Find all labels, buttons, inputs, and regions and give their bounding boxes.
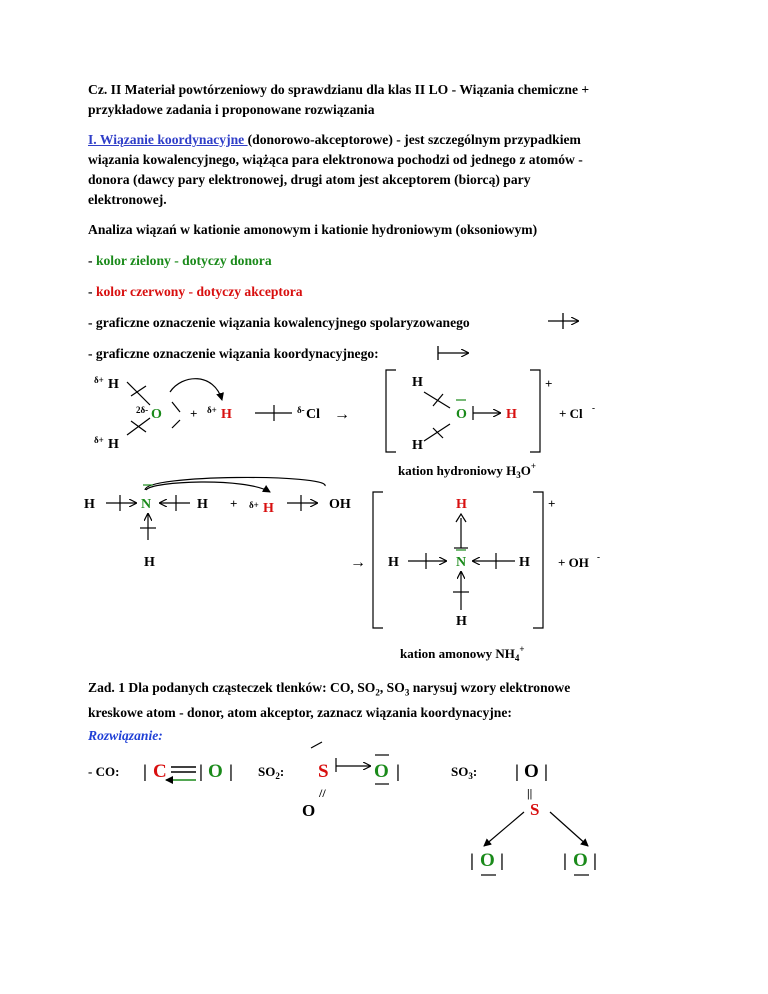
coordinate-bond-symbol <box>438 346 468 360</box>
atom-h-acceptor: H <box>456 497 467 512</box>
atom-s: S <box>318 761 329 782</box>
atom-o: O <box>480 850 495 871</box>
atom-n-donor: N <box>141 497 152 512</box>
analysis-heading: Analiza wiązań w kationie amonowym i kationie hydroniowym (oksoniowym) <box>88 222 538 237</box>
charge-minus: - <box>597 552 600 562</box>
atom-o: O <box>524 761 539 782</box>
co-label: - CO: <box>88 764 120 779</box>
hydronium-label: kation hydroniowy $H_3O^+$ <box>398 461 537 480</box>
legend-coordinate: - graficzne oznaczenie wiązania koordynacyjnego: <box>88 346 379 361</box>
double-bond: // <box>319 786 326 800</box>
lone-pair-bar: | <box>199 761 203 781</box>
task1-text: Zad. 1 Dla podanych cząsteczek tlenków: CO, $SO_2$, $SO_3$ narysuj wzory elektronowe kreskowe atom - donor, atom akceptor, zaznacz wiązania koordynacyjne: <box>88 680 571 720</box>
atom-o-donor: O <box>208 761 223 782</box>
so2-structure <box>258 742 400 820</box>
lone-pair-bar: | <box>396 761 400 781</box>
atom-s: S <box>530 800 540 819</box>
atom-h: H <box>84 497 95 512</box>
plus-sign: + <box>230 496 238 511</box>
so2-label: $SO_2$: <box>258 764 285 781</box>
ammonia-water-reaction <box>84 477 351 570</box>
atom-n: N <box>456 555 467 570</box>
reaction-arrow: → <box>334 406 350 423</box>
delta-plus: δ+ <box>207 405 217 415</box>
atom-h: H <box>412 438 423 453</box>
lone-pair-bar: | <box>143 761 147 781</box>
atom-o: O <box>573 850 588 871</box>
plus-sign: + <box>190 406 198 421</box>
hydronium-cation <box>386 370 595 480</box>
charge-plus: + <box>545 376 553 391</box>
page-title: Cz. II Materiał powtórzeniowy do sprawdzianu dla klas II LO - Wiązania chemiczne + przykładowe zadania i proponowane rozwiązania <box>88 82 590 117</box>
charge-minus: - <box>592 403 595 413</box>
section-link[interactable]: I. Wiązanie koordynacyjne <box>88 132 248 147</box>
lone-pair-bar: | <box>544 761 548 781</box>
lone-pair-bar: | <box>563 850 567 870</box>
atom-c: C <box>153 761 167 782</box>
atom-h-acceptor: H <box>221 407 232 422</box>
covalent-bond-symbol <box>548 313 578 329</box>
atom-h: H <box>144 555 155 570</box>
atom-h: H <box>456 614 467 629</box>
hydroxide-ion: + OH <box>558 555 589 570</box>
atom-h: H <box>197 497 208 512</box>
legend-covalent: - graficzne oznaczenie wiązania kowalencyjnego spolaryzowanego <box>88 315 470 330</box>
charge-plus: + <box>548 496 556 511</box>
lone-pair-bar: | <box>515 761 519 781</box>
so3-structure <box>451 761 597 875</box>
hydroxyl-group: OH <box>329 497 351 512</box>
legend-red: - kolor czerwony - dotyczy akceptora <box>88 284 303 299</box>
atom-h: H <box>412 375 423 390</box>
legend-green: - kolor zielony - dotyczy donora <box>88 253 272 268</box>
atom-o: O <box>374 761 389 782</box>
definition-paragraph: I. Wiązanie koordynacyjne (donorowo-akceptorowe) - jest szczególnym przypadkiem wiązania kowalencyjnego, wiążąca para elektronowa pochodzi od jednego z atomów - donora (dawcy pary elektronowej, drugi atom jest akceptorem (biorcą) pary elektronowej. <box>88 132 583 207</box>
lone-pair-bar: | <box>229 761 233 781</box>
so3-label: $SO_3$: <box>451 764 478 781</box>
delta-minus: δ- <box>297 405 305 415</box>
atom-h: H <box>519 555 530 570</box>
lone-pair-bar: | <box>470 850 474 870</box>
delta-plus: δ+ <box>94 435 104 445</box>
atom-o-donor: O <box>151 407 162 422</box>
delta-2minus: 2δ- <box>136 405 149 415</box>
atom-h-acceptor: H <box>506 407 517 422</box>
atom-h: H <box>108 377 119 392</box>
reaction-arrow: → <box>350 554 366 571</box>
chloride-ion: + Cl <box>559 406 583 421</box>
atom-h-acceptor: H <box>263 501 274 516</box>
water-hcl-reaction <box>94 375 350 452</box>
co-structure <box>88 761 233 782</box>
lone-pair-bar: | <box>593 850 597 870</box>
lone-pair-bar: | <box>500 850 504 870</box>
atom-h: H <box>108 437 119 452</box>
delta-plus: δ+ <box>249 500 259 510</box>
solution-label: Rozwiązanie: <box>88 728 163 743</box>
ammonium-cation <box>350 492 600 663</box>
atom-h: H <box>388 555 399 570</box>
double-bond: || <box>527 786 533 800</box>
atom-cl: Cl <box>306 407 320 422</box>
ammonium-label: kation amonowy $NH_4^+$ <box>400 644 525 663</box>
atom-o: O <box>456 407 467 422</box>
delta-plus: δ+ <box>94 375 104 385</box>
atom-o: O <box>302 801 316 820</box>
